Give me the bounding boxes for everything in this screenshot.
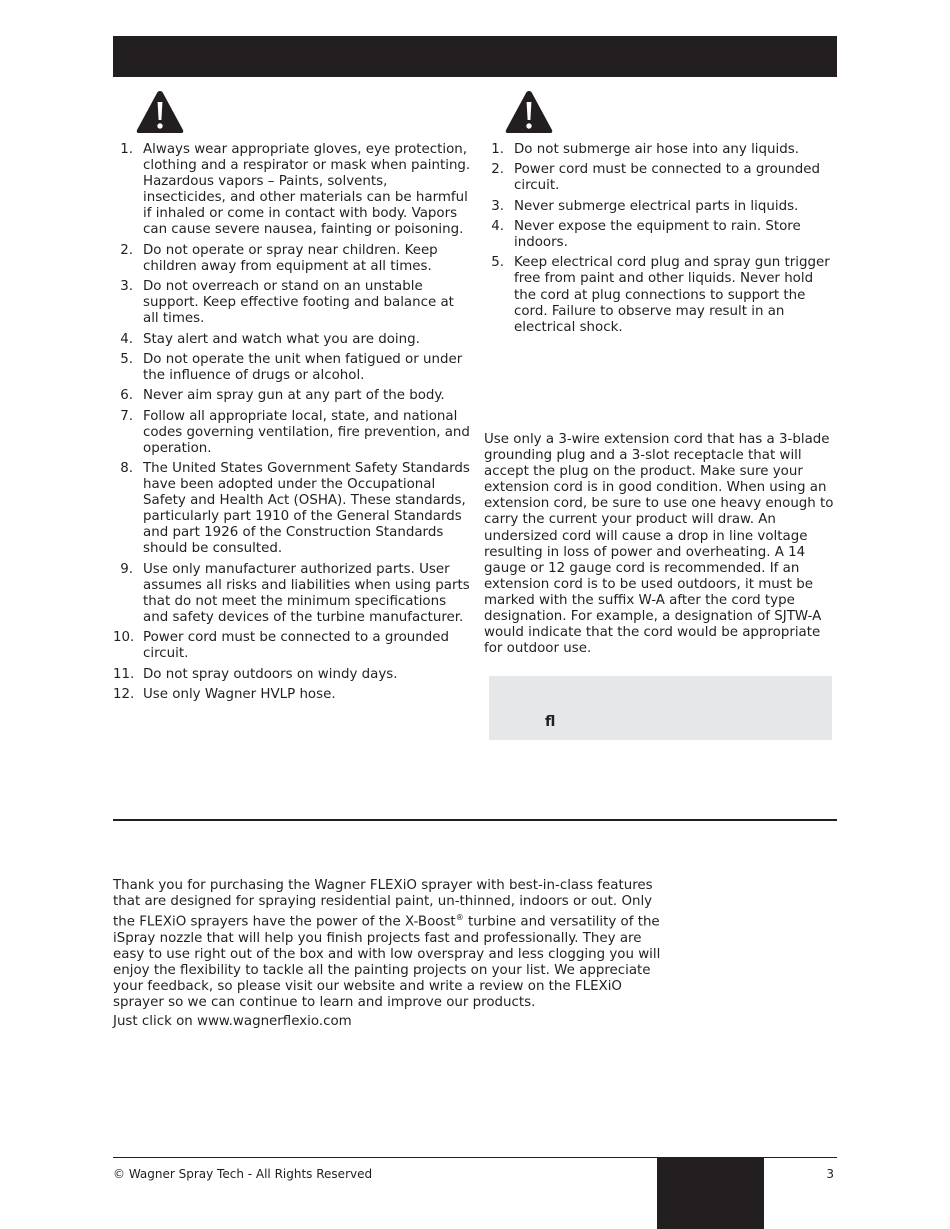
list-item-text: Keep electrical cord plug and spray gun trigger free from paint and other liquids. Never hold the cord at plug connections to support the cord. Failure to observe may result in an electrical shock. <box>514 255 830 335</box>
note-box <box>489 676 832 740</box>
list-item <box>113 352 473 384</box>
list-item-number: 4. <box>491 218 504 234</box>
list-item-text: Do not spray outdoors on windy days. <box>143 666 398 682</box>
list-item <box>113 388 473 404</box>
list-item <box>113 409 473 457</box>
list-item-number: 7. <box>120 408 133 424</box>
list-item-number: 3. <box>120 279 133 295</box>
list-item-number: 1. <box>120 142 133 157</box>
list-item-number: 5. <box>491 255 504 271</box>
intro-text-end: turbine and versatility of the iSpray nozzle that will help you finish projects fast and professionally. They are easy to use right out of the box and with low overspray and less clogging you will enjoy the flexibility to tackle all the painting projects on your list. We appreciate your feedback, so please visit our website and write a review on the FLEXiO sprayer so we can continue to learn and improve our products. <box>113 914 661 1011</box>
list-item-text: Power cord must be connected to a grounded circuit. <box>514 162 820 194</box>
list-item <box>484 162 834 194</box>
warning-icon <box>135 89 185 135</box>
list-item <box>113 243 473 275</box>
extension-cord-paragraph: Use only a 3-wire extension cord that has a 3-blade grounding plug and a 3-slot receptacle that will accept the plug on the product. Make sure your extension cord is in good condition. When using an extension cord, be sure to use one heavy enough to carry the current your product will draw. An undersized cord will cause a drop in line voltage resulting in loss of power and overheating. A 14 gauge or 12 gauge cord is recommended. If an extension cord is to be used outdoors, it must be marked with the suffix W-A after the cord type designation. For example, a designation of SJTW-A would indicate that the cord would be appropriate for outdoor use. <box>484 432 834 657</box>
intro-paragraph <box>113 878 673 1011</box>
list-item-number: 4. <box>120 331 133 347</box>
list-item-text: Power cord must be connected to a grounded circuit. <box>143 630 449 662</box>
list-item-text: Do not overreach or stand on an unstable support. Keep effective footing and balance at all times. <box>143 279 454 327</box>
list-item <box>113 332 473 348</box>
list-item-number: 12. <box>113 686 135 702</box>
list-item-number: 8. <box>120 461 133 476</box>
list-item-number: 9. <box>120 561 133 577</box>
electrical-warnings-list <box>484 142 834 340</box>
safety-warnings-list <box>113 142 473 707</box>
note-glyph: ﬂ <box>545 714 556 730</box>
list-item <box>484 142 834 158</box>
list-item-number: 1. <box>491 142 504 157</box>
section-divider <box>113 819 837 821</box>
warning-icon <box>504 89 554 135</box>
list-item <box>484 255 834 335</box>
list-item-number: 10. <box>113 630 135 646</box>
list-item-number: 6. <box>120 388 133 404</box>
list-item <box>484 199 834 215</box>
list-item <box>113 562 473 626</box>
list-item <box>484 219 834 251</box>
list-item <box>113 667 473 683</box>
footer-tab <box>657 1158 764 1229</box>
list-item-text: Use only manufacturer authorized parts. User assumes all risks and liabilities when using parts that do not meet the minimum specifications and safety devices of the turbine manufacturer. <box>143 561 470 626</box>
list-item-text: The United States Government Safety Standards have been adopted under the Occupational Safety and Health Act (OSHA). These standards, particularly part 1910 of the General Standards and part 1926 of the Construction Standards should be consulted. <box>143 461 470 557</box>
list-item <box>113 461 473 558</box>
list-item <box>113 630 473 662</box>
page-number: 3 <box>826 1167 834 1181</box>
list-item-number: 3. <box>491 198 504 214</box>
list-item <box>113 687 473 703</box>
list-item-number: 5. <box>120 351 133 367</box>
list-item-text: Stay alert and watch what you are doing. <box>143 331 420 347</box>
registered-mark: ® <box>455 913 464 923</box>
list-item-text: Never submerge electrical parts in liquids. <box>514 198 799 214</box>
list-item-text: Do not submerge air hose into any liquids. <box>514 142 799 157</box>
list-item <box>113 279 473 327</box>
website-line: Just click on www.wagnerflexio.com <box>113 1014 352 1029</box>
list-item-text: Never aim spray gun at any part of the body. <box>143 388 445 404</box>
footer-copyright: © Wagner Spray Tech - All Rights Reserved <box>113 1167 373 1181</box>
list-item-text: Do not operate the unit when fatigued or under the influence of drugs or alcohol. <box>143 351 463 383</box>
list-item-text: Follow all appropriate local, state, and national codes governing ventilation, fire prevention, and operation. <box>143 408 470 456</box>
section-header-bar <box>113 36 837 77</box>
list-item-number: 2. <box>120 242 133 258</box>
intro-text-start: Thank you for purchasing the Wagner FLEXiO sprayer with best-in-class features that are designed for spraying residential paint, un-thinned, indoors or out. Only the FLEXiO sprayers have the power of the X-Boost <box>113 878 653 930</box>
list-item-text: Never expose the equipment to rain. Store indoors. <box>514 218 801 251</box>
list-item-text: Always wear appropriate gloves, eye protection, clothing and a respirator or mask when painting. Hazardous vapors – Paints, solvents, insecticides, and other materials can be harmful if inhaled or come in contact with body. Vapors can cause severe nausea, fainting or poisoning. <box>143 142 471 238</box>
list-item-text: Use only Wagner HVLP hose. <box>143 686 336 702</box>
list-item-number: 11. <box>113 666 135 682</box>
list-item-number: 2. <box>491 162 504 178</box>
list-item <box>113 142 473 239</box>
list-item-text: Do not operate or spray near children. Keep children away from equipment at all times. <box>143 242 438 274</box>
